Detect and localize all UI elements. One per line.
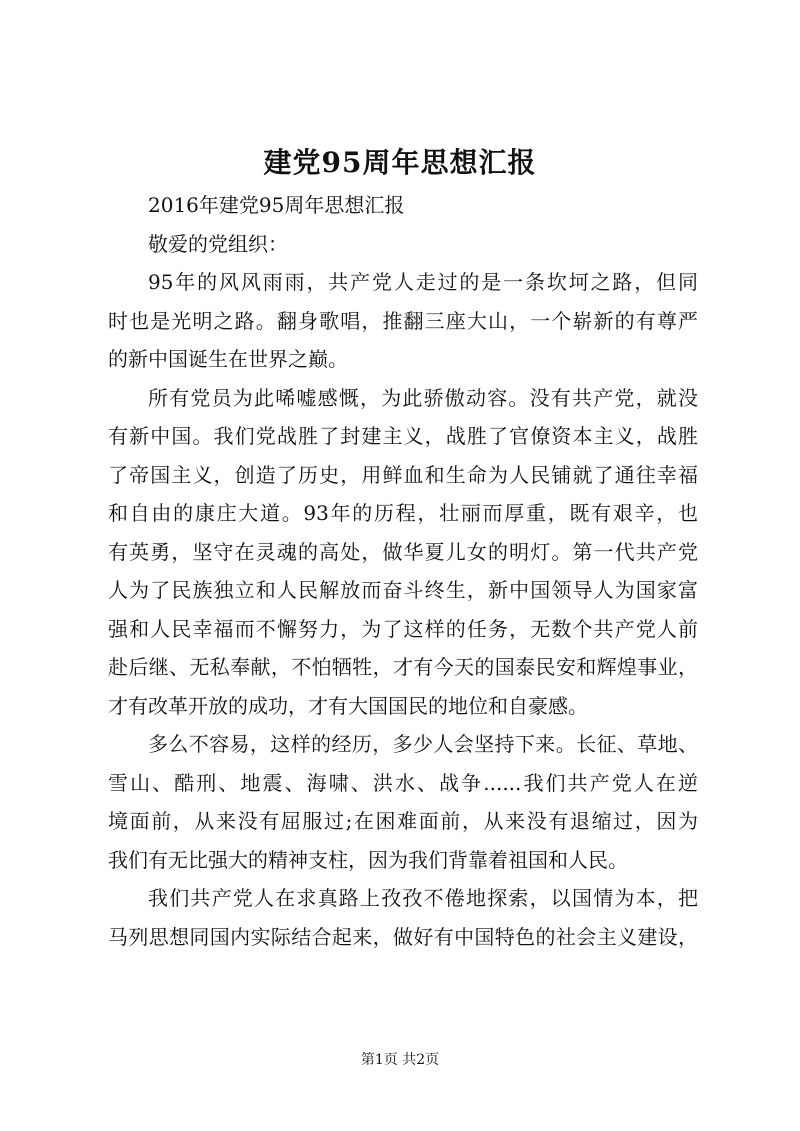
page-footer: 第1页 共2页: [360, 1052, 440, 1068]
text-line: 有新中国。我们党战胜了封建主义，战胜了官僚资本主义，战胜: [108, 424, 698, 448]
text-line: 的新中国诞生在世界之巅。: [108, 347, 348, 371]
text-line: 雪山、酷刑、地震、海啸、洪水、战争......我们共产党人在逆: [108, 770, 698, 795]
document-title: 建党95周年思想汇报: [263, 146, 537, 179]
text-line: 所有党员为此唏嘘感慨，为此骄傲动容。没有共产党，就没: [148, 385, 698, 410]
text-line: 人为了民族独立和人民解放而奋斗终生，新中国领导人为国家富: [108, 578, 698, 602]
text-line: 时也是光明之路。翻身歌唱，推翻三座大山，一个崭新的有尊严: [108, 308, 698, 333]
text-line: 我们共产党人在求真路上孜孜不倦地探索，以国情为本，把: [148, 886, 698, 910]
text-line: 了帝国主义，创造了历史，用鲜血和生命为人民铺就了通往幸福: [108, 462, 698, 487]
text-line: 多么不容易，这样的经历，多少人会坚持下来。长征、草地、: [148, 732, 698, 756]
text-line: 马列思想同国内实际结合起来，做好有中国特色的社会主义建设，: [108, 924, 698, 949]
text-line: 2016年建党95周年思想汇报: [148, 193, 405, 217]
text-line: 敬爱的党组织：: [148, 231, 288, 256]
text-line: 我们有无比强大的精神支柱，因为我们背靠着祖国和人民。: [108, 847, 628, 872]
text-line: 境面前，从来没有屈服过;在困难面前，从来没有退缩过，因为: [108, 809, 698, 833]
text-line: 有英勇，坚守在灵魂的高处，做华夏儿女的明灯。第一代共产党: [108, 539, 698, 564]
text-line: 和自由的康庄大道。93年的历程，壮丽而厚重，既有艰辛，也: [108, 501, 698, 525]
text-line: 强和人民幸福而不懈努力，为了这样的任务，无数个共产党人前: [108, 616, 698, 641]
document-body: [108, 186, 698, 956]
text-line: 赴后继、无私奉献，不怕牺牲，才有今天的国泰民安和辉煌事业，: [108, 655, 698, 679]
text-line: 95年的风风雨雨，共产党人走过的是一条坎坷之路，但同: [148, 270, 698, 294]
text-line: 才有改革开放的成功，才有大国国民的地位和自豪感。: [108, 693, 588, 718]
